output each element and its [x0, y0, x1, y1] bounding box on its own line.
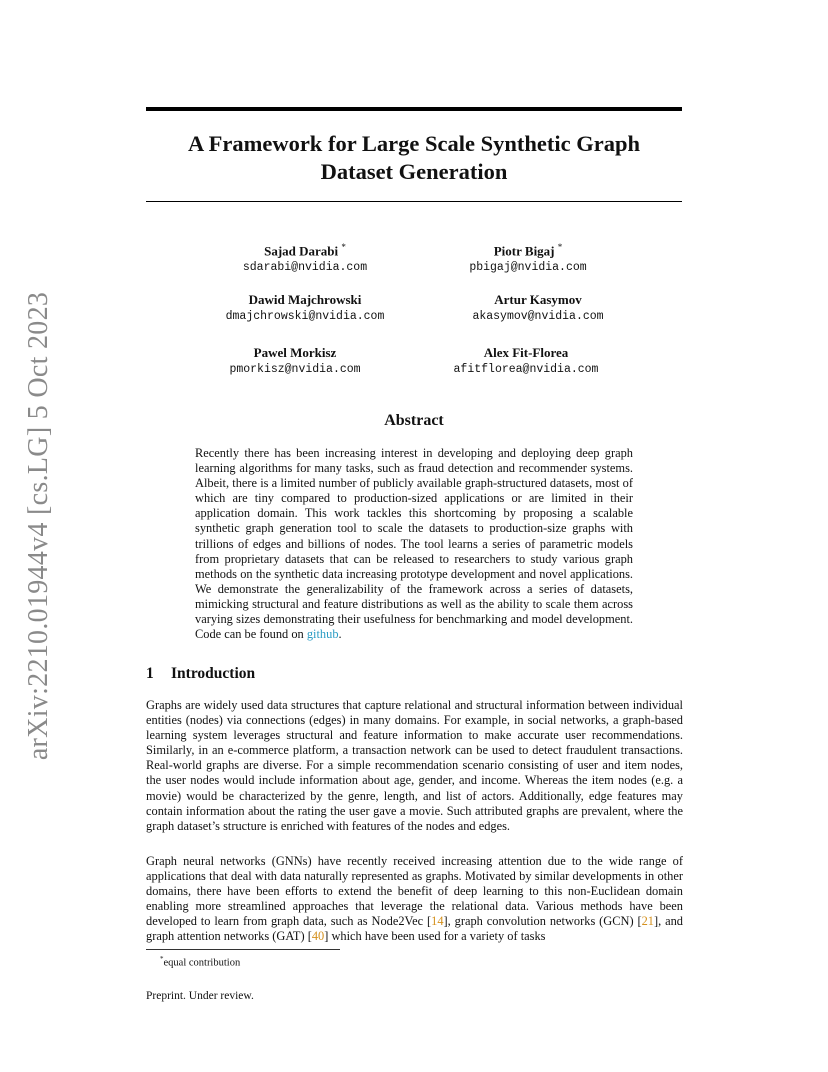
equal-contribution-mark: * [341, 242, 346, 252]
footnote [160, 953, 240, 970]
intro-paragraph-2 [146, 854, 683, 945]
preprint-note: Preprint. Under review. [146, 990, 254, 1002]
equal-contribution-mark: * [557, 242, 563, 252]
author-block [396, 345, 656, 378]
abstract-heading: Abstract [384, 412, 444, 429]
footnote-mark: * [160, 955, 164, 963]
section-heading-introduction [146, 665, 255, 683]
citation-link[interactable]: 21 [641, 914, 654, 929]
title-bottom-rule [146, 201, 682, 202]
author-block [175, 292, 435, 325]
section-title: Introduction [171, 665, 256, 682]
intro-text: ], and graph attention networks (GAT) [ [146, 914, 683, 944]
author-block [398, 239, 658, 276]
author-block [408, 292, 668, 325]
author-email: pbigaj@nvidia.com [469, 261, 587, 275]
title-top-rule [146, 107, 682, 111]
author-name: Pawel Morkisz [253, 345, 337, 360]
author-name: Alex Fit-Florea [483, 345, 569, 360]
author-block [165, 345, 425, 378]
author-name: Dawid Majchrowski [248, 292, 362, 307]
author-email: pmorkisz@nvidia.com [229, 363, 361, 376]
paper-title-line-1: A Framework for Large Scale Synthetic Graph [187, 131, 641, 156]
abstract-end: . [338, 627, 342, 642]
arxiv-identifier [23, 291, 54, 761]
section-number: 1 [146, 665, 154, 682]
author-name: Sajad Darabi [264, 243, 339, 259]
paper-title [146, 130, 682, 186]
github-link[interactable]: github [306, 627, 339, 642]
author-name: Piotr Bigaj [493, 243, 555, 259]
intro-text: ], graph convolution networks (GCN) [ [443, 914, 642, 929]
abstract-text [195, 446, 633, 642]
paper-title-line-2: Dataset Generation [320, 159, 508, 184]
author-block [175, 239, 435, 276]
intro-paragraph-1: Graphs are widely used data structures that capture relational and structural information between individual entities (nodes) via connections (edges) in many domains. For example, in social networks, a graph-based learning system leverages structural and feature information to make accurate user recommendations. Similarly, in an e-commerce platform, a transaction network can be used to detect fraudulent transactions. Real-world graphs are diverse. For a simple recommendation scenario consisting of user and item nodes, the user nodes would include information about age, gender, and income. Whereas the item nodes (e.g. a movie) would be characterized by the genre, length, and list of actors. Additionally, edge features may contain information about the rating the user gave a movie. Such attributed graphs are prevalent, where the graph dataset’s structure is enriched with features of the nodes and edges. [146, 698, 683, 833]
intro-text: ] which have been used for a variety of tasks [324, 929, 546, 944]
citation-link[interactable]: 40 [311, 929, 325, 944]
citation-link[interactable]: 14 [431, 914, 444, 929]
footnote-rule [146, 949, 340, 950]
arxiv-identifier-text: arXiv:2210.01944v4 [cs.LG] 5 Oct 2023 [23, 291, 54, 761]
intro-text: Graph neural networks (GNNs) have recently received increasing attention due to the wide range of applications that deal with data naturally represented as graphs. Motivated by similar developments in other domains, there have been efforts to extend the benefit of deep learning to this non-Euclidean domain enabling more streamlined approaches that leverage the relational data. Various methods have been developed to learn from graph data, such as Node2Vec [ [146, 854, 683, 929]
author-email: akasymov@nvidia.com [472, 310, 604, 323]
author-name: Artur Kasymov [494, 292, 582, 307]
footnote-text: equal contribution [163, 957, 241, 969]
author-email: afitflorea@nvidia.com [453, 363, 599, 376]
author-email: dmajchrowski@nvidia.com [225, 310, 385, 323]
author-email: sdarabi@nvidia.com [242, 261, 368, 275]
abstract-body: Recently there has been increasing interest in developing and deploying deep graph learning algorithms for many tasks, such as fraud detection and recommender systems. Albeit, there is a limited number of publicly available graph-structured datasets, most of which are tiny compared to production-sized applications or are limited in their application domain. This work tackles this shortcoming by proposing a scalable synthetic graph generation tool to scale the datasets to production-size graphs with trillions of edges and billions of nodes. The tool learns a series of parametric models from proprietary datasets that can be released to researchers to study various graph methods on the synthetic data increasing prototype development and novel applications. We demonstrate the generalizability of the framework across a series of datasets, mimicking structural and feature distributions as well as the ability to scale them across varying sizes demonstrating their usefulness for benchmarking and model development. Code can be found on [195, 446, 633, 642]
